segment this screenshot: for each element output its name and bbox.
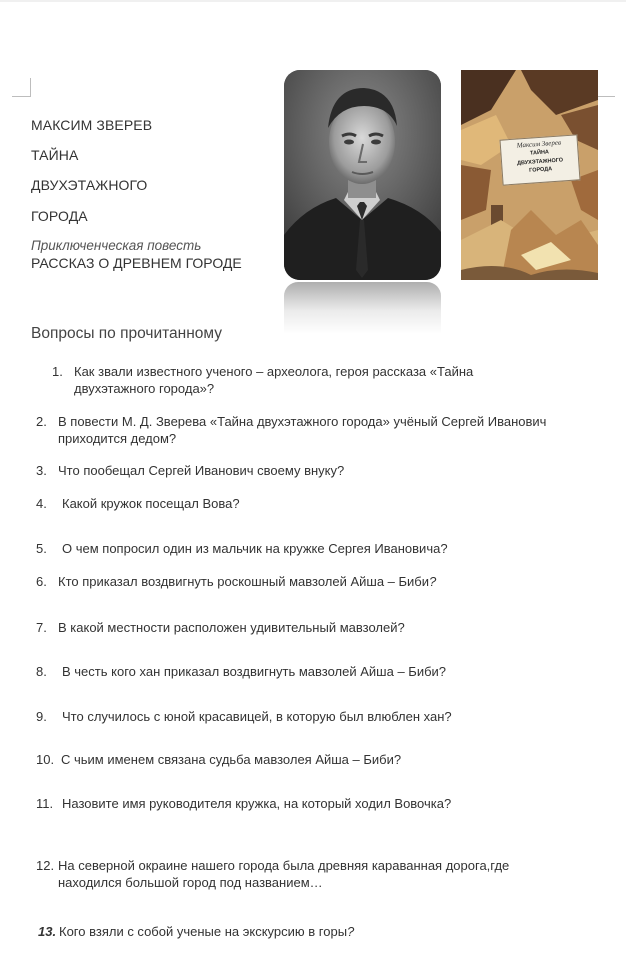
question-5 [36,540,576,557]
book-cover-title-line-1: ТАЙНА [529,149,550,157]
question-10 [36,751,576,768]
question-number: 6. [36,574,47,589]
question-text: Кого взяли с собой ученые на экскурсию в горы [59,924,348,939]
book-cover-author: Максим Зверев [516,138,562,150]
book-cover-title-line-2: ДВУХЭТАЖНОГО [516,156,564,167]
question-number: 9. [36,709,47,724]
question-number: 13. [38,924,57,939]
question-1 [52,363,532,397]
question-text: Что пообещал Сергей Иванович своему внуку? [58,463,345,478]
question-text: В повести М. Д. Зверева «Тайна двухэтажного города» учёный Сергей Иванович приходится дедом? [58,414,547,446]
question-number: 7. [36,620,47,635]
question-text: Как звали известного ученого – археолога, героя рассказа «Тайна двухэтажного города»? [74,364,474,396]
book-title-line-3: ГОРОДА [31,208,88,224]
question-text: С чьим именем связана судьба мавзолея Айша – Биби? [61,752,402,767]
question-6 [36,573,576,590]
question-text: В честь кого хан приказал воздвигнуть мавзолей Айша – Биби? [62,664,447,679]
question-number: 3. [36,463,47,478]
author-name: МАКСИМ ЗВЕРЕВ [31,117,153,133]
question-number: 5. [36,541,47,556]
question-12 [36,857,576,891]
question-number: 11. [36,796,54,811]
question-text: Назовите имя руководителя кружка, на который ходил Вовочка? [62,796,452,811]
question-9 [36,708,576,725]
top-edge [0,0,626,2]
crop-mark-top-right-horizontal [597,96,615,97]
questions-heading: Вопросы по прочитанному [31,325,223,342]
question-text: На северной окраине нашего города была древняя караванная дорога,где находился большой город под названием… [58,858,510,890]
portrait-drawing [284,70,441,280]
question-text: Какой кружок посещал Вова? [62,496,240,511]
question-mark: ? [347,924,355,939]
question-number: 12. [36,858,55,873]
question-2 [36,413,556,447]
question-3 [36,462,556,479]
book-cover-image [461,70,598,280]
question-text: В какой местности расположен удивительный мавзолей? [58,620,405,635]
book-title-line-1: ТАЙНА [31,147,79,163]
question-text: Кто приказал воздвигнуть роскошный мавзолей Айша – Биби [58,574,430,589]
question-13 [38,923,578,940]
question-number: 4. [36,496,47,511]
book-genre: Приключенческая повесть [31,238,202,253]
question-number: 1. [52,364,63,379]
book-cover-label [499,134,580,185]
author-portrait-image [284,70,441,280]
question-number: 8. [36,664,47,679]
question-mark: ? [429,574,437,589]
question-11 [36,795,576,812]
book-subtitle: РАССКАЗ О ДРЕВНЕМ ГОРОДЕ [31,255,242,271]
question-4 [36,495,556,512]
question-text: Что случилось с юной красавицей, в которую был влюблен хан? [62,709,452,724]
question-number: 10. [36,752,55,767]
crop-mark-top-left-horizontal [12,96,31,97]
question-number: 2. [36,414,47,429]
question-text: О чем попросил один из мальчик на кружке Сергея Ивановича? [62,541,448,556]
book-cover-title-line-3: ГОРОДА [529,166,553,174]
book-title-line-2: ДВУХЭТАЖНОГО [31,177,148,193]
crop-mark-top-left [30,78,31,96]
question-8 [36,663,576,680]
portrait-reflection [284,282,441,334]
question-7 [36,619,576,636]
